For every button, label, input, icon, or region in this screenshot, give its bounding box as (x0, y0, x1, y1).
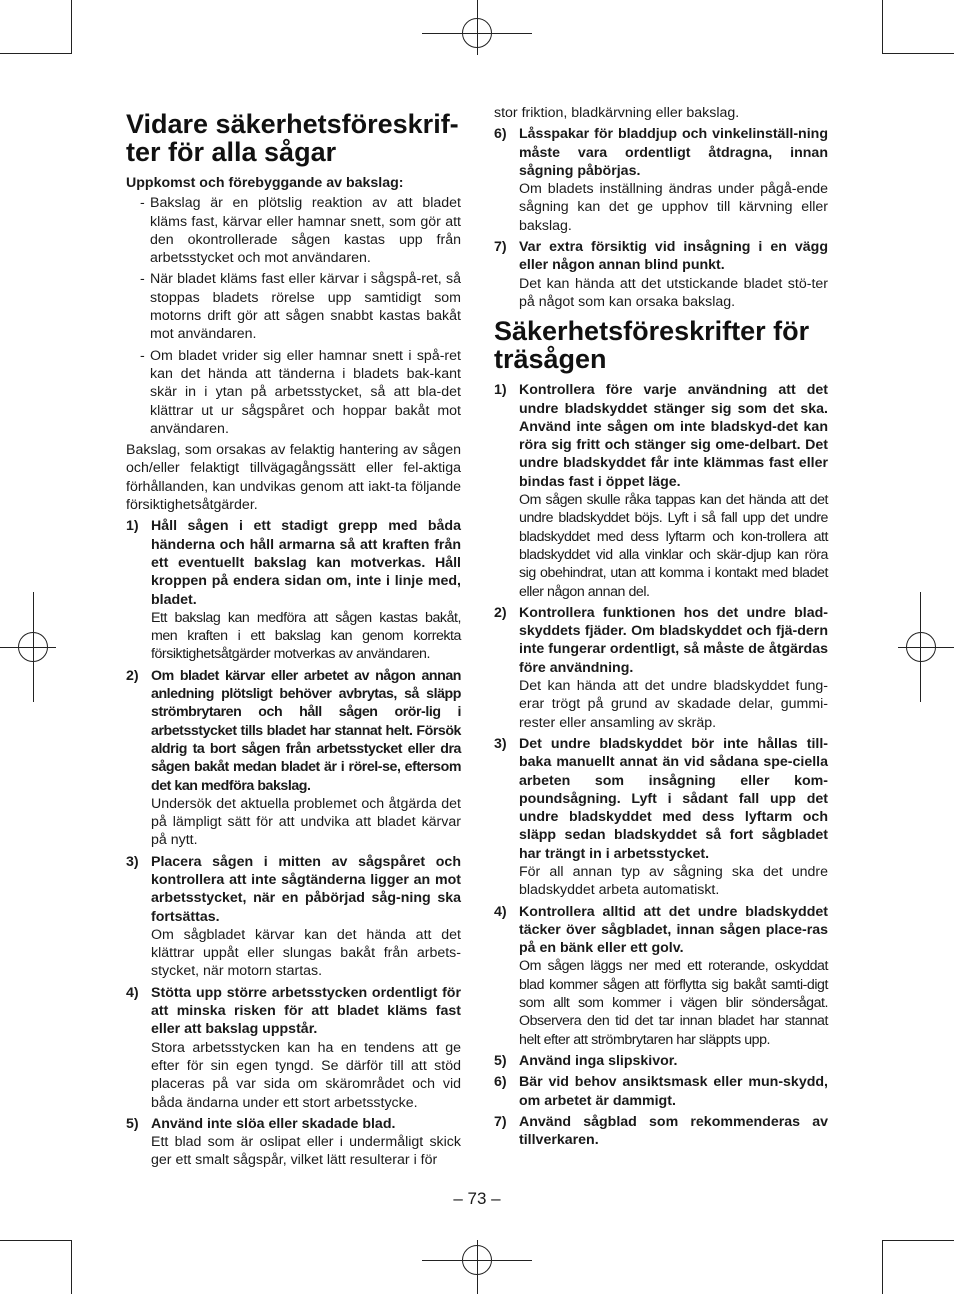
crop-mark (71, 0, 72, 54)
crop-mark (0, 53, 72, 54)
continuation-text: stor friktion, bladkärvning eller bakslag. (494, 105, 740, 121)
list-item: - När bladet kläms fast eller kärvar i sågspå-ret, så stoppas bladets rörelse upp samtidigt som motorns drift gör att sågen snabbt kastas bakåt mot användaren. (140, 271, 461, 343)
section-title: Säkerhetsföreskrifter för träsågen (494, 316, 810, 375)
registration-circle-bottom (462, 1245, 492, 1275)
crop-mark (882, 1240, 883, 1294)
numbered-item: 5) Använd inga slipskivor. (494, 1052, 678, 1069)
numbered-item: 5) Använd inte slöa eller skadade blad. Ett blad som är oslipat eller i undermåligt skick ger ett smalt sågspår, vilket lätt resulterar i för (126, 1115, 461, 1169)
list-item: - Om bladet vrider sig eller hamnar snett i spå-ret kan det hända att tänderna i bladets bak-kant skär in i ytan på arbetsstycket, så att bla-det klättrar ut ur sågspåret och hoppar bakåt mot användaren. (140, 347, 461, 437)
numbered-item: 6) Låsspakar för bladdjup och vinkelinställ-ning måste vara ordentligt åtdragna, innan sågning påbörjas. Om bladets inställning ändras under pågå-ende sågning kan det ge upphov till kärvning eller bakslag. (494, 126, 828, 234)
numbered-item: 4) Kontrollera alltid att det undre bladskyddet täcker över sågbladet, innan sågen place-ras på en bänk eller ett golv. Om sågen läggs ner med ett roterande, oskyddat blad kommer sågen att förflytta sig bakåt samti-digt som allt som kommer i vägen blir söndersågat. Observera den tid det tar innan bladet har stannat helt efter att strömbrytaren har släppts upp. (494, 903, 828, 1048)
subheading: Uppkomst och förebyggande av bakslag: (126, 175, 404, 191)
crop-mark (0, 1240, 72, 1241)
left-column (126, 104, 461, 1173)
numbered-item: 6) Bär vid behov ansiktsmask eller mun-skydd, om arbetet är dammigt. (494, 1074, 828, 1109)
registration-circle-left (18, 632, 48, 662)
numbered-item: 1) Kontrollera före varje användning att det undre bladskyddet stänger sig som det ska. Använd inte sågen om inte bladskyd-det kan röra sig fritt och stänger sig ome-delbart. Det undre bladskyddet får inte klämmas fast eller bindas fast i öppet läge. Om sågen skulle råka tappas kan det hända att det undre bladskyddet böjs. Lyft i så fall upp det undre bladskyddet med dess lyftarm och kon-trollera att bladskyddet vid alla vinklar och skär-djup kan röra sig obehindrat, utan att komma i kontakt med bladet eller någon annan del. (494, 382, 828, 600)
crop-mark (71, 1240, 72, 1294)
numbered-item: 2) Kontrollera funktionen hos det undre blad-skyddets fjäder. Om bladskyddet och fjä-dern inte fungerar ordentligt, så måste de åtgärdas före användning. Det kan hända att det undre bladskyddet fung-erar trögt på grund av skadade delar, gummi-rester eller ansamling av skräp. (494, 604, 828, 731)
crop-mark (882, 53, 954, 54)
registration-circle-right (906, 632, 936, 662)
intro-paragraph: Bakslag, som orsakas av felaktig hantering av sågen och/eller felaktigt tillvägagångssätt eller fel-aktiga förhållanden, kan undvikas genom att iakt-ta följande försiktighetsåtgärder. (126, 442, 461, 514)
numbered-item: 7) Använd sågblad som rekommenderas av tillverkaren. (494, 1113, 828, 1149)
section-title: Vidare säkerhetsföreskrif- ter för alla sågar (126, 109, 459, 167)
right-column (494, 104, 828, 1152)
numbered-item: 4) Stötta upp större arbetsstycken ordentligt för att minska risken för att bladet kläms fast eller att bakslag uppstår. Stora arbetsstycken kan ha en tendens att ge efter för sin egen tyngd. Se därför till att stöd placeras på var sida om skärområdet och vid båda ändarna under ett stort arbetsstycke. (126, 984, 461, 1111)
numbered-item: 7) Var extra försiktig vid insågning i en vägg eller någon annan blind punkt. Det kan hända att det utstickande bladet stö-ter på något som kan orsaka bakslag. (494, 239, 828, 310)
numbered-item: 3) Placera sågen i mitten av sågspåret och kontrollera att inte sågtänderna ligger an mot arbetsstycket, när en påbörjad såg-ning ska fortsättas. Om sågbladet kärvar kan det hända att det klättrar uppåt eller slungas bakåt från arbets-stycket, när motorn startas. (126, 853, 461, 980)
crop-mark (882, 0, 883, 54)
numbered-item: 2) Om bladet kärvar eller arbetet av någon annan anledning plötsligt behöver avbrytas, så släpp strömbrytaren och håll sågen orör-lig i arbetsstycket tills bladet har stannat helt. Försök aldrig ta bort sågen från arbetsstycket eller dra sågen bakåt medan bladet är i rörel-se, eftersom det kan medföra bakslag. Undersök det aktuella problemet och åtgärda det på lämpligt sätt för att undvika att bladet kärvar på nytt. (126, 667, 461, 849)
crop-mark (882, 1240, 954, 1241)
registration-circle-top (462, 18, 492, 48)
page-number: – 73 – (453, 1189, 501, 1208)
list-item: - Bakslag är en plötslig reaktion av att bladet kläms fast, kärvar eller hamnar snett, som gör att den okontrollerade sågen kastas upp från arbetsstycket och mot användaren. (140, 195, 461, 267)
numbered-item: 3) Det undre bladskyddet bör inte hållas till-baka manuellt annat än vid sådana spe-ciella arbeten som insågning eller kom-poundsågning. Lyft i sådant fall upp det undre bladskyddet med dess lyftarm och släpp sedan bladskyddet så fort sågbladet har trängt in i arbetsstycket. För all annan typ av sågning ska det undre bladskyddet arbeta automatiskt. (494, 735, 828, 899)
numbered-item: 1) Håll sågen i ett stadigt grepp med båda händerna och håll armarna så att kraften från ett eventuellt bakslag kan motverkas. Håll kroppen på endera sidan om, inte i linje med, bladet. Ett bakslag kan medföra att sågen kastas bakåt, men kraften i ett bakslag kan genom korrekta försiktighetsåtgärder motverkas av användaren. (126, 518, 461, 663)
